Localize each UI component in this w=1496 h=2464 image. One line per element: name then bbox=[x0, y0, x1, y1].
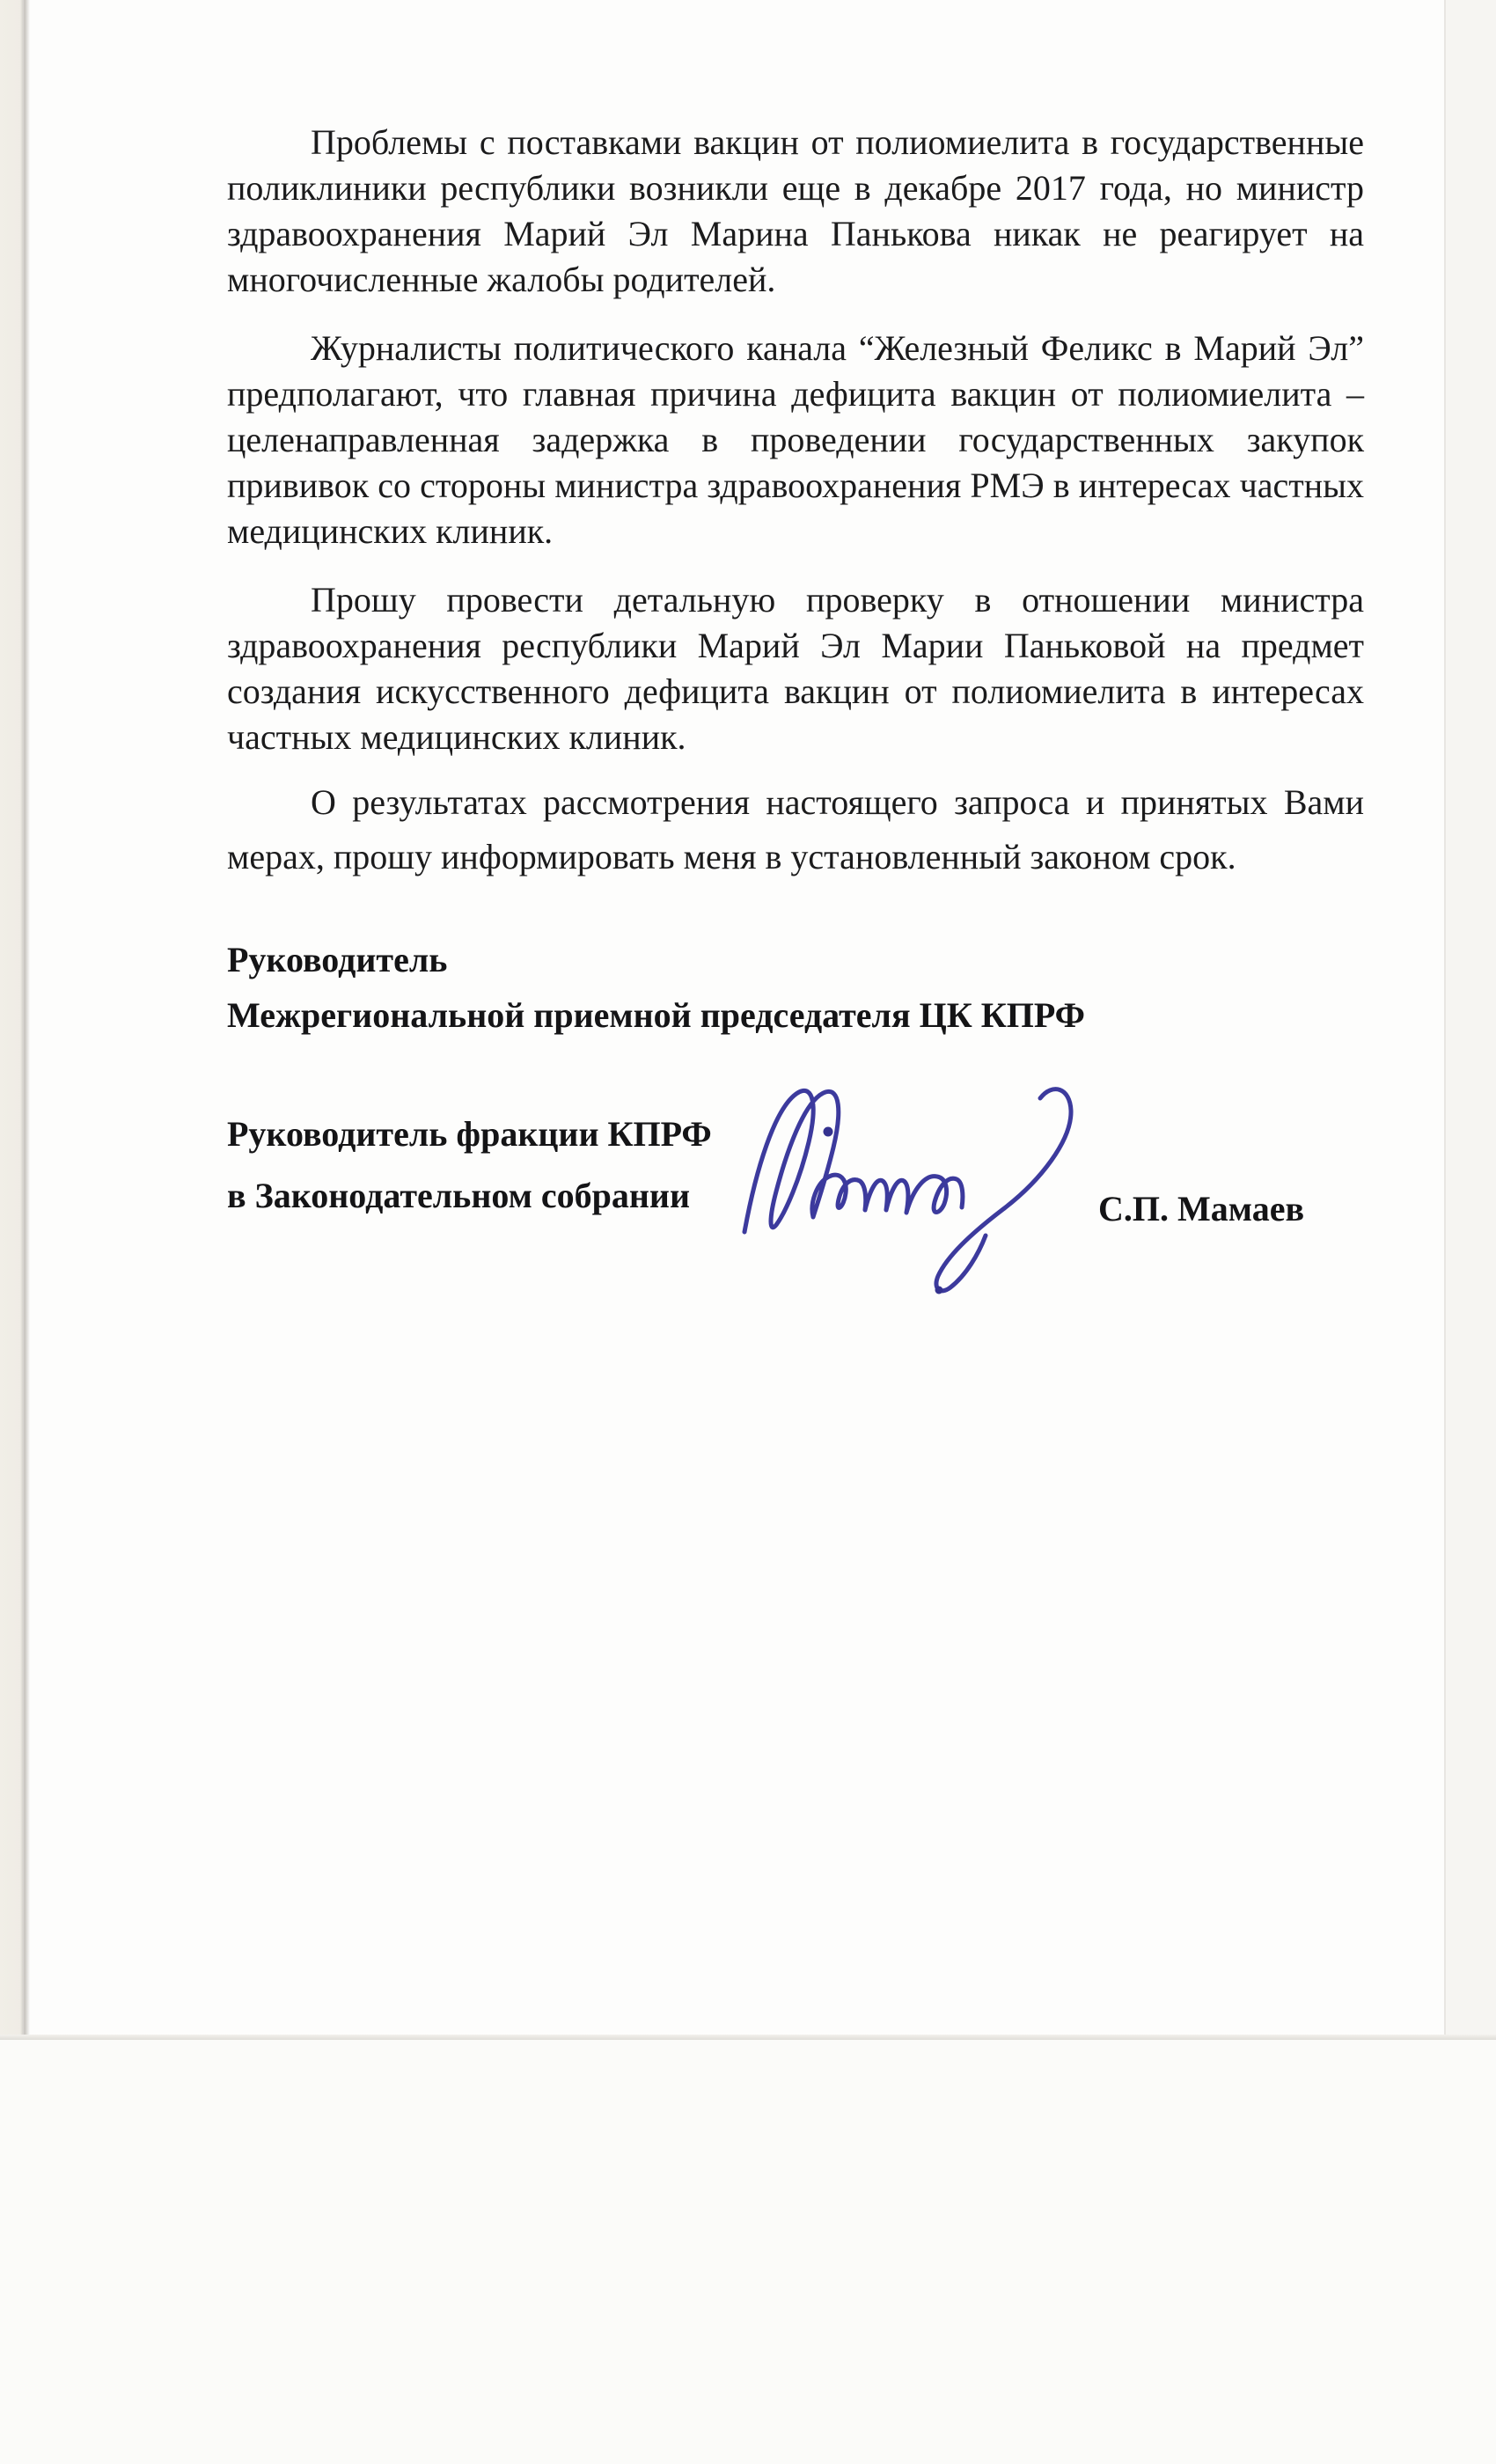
scan-background bbox=[0, 2040, 1496, 2464]
letter-body bbox=[227, 120, 1364, 907]
signoff-role-line: Руководитель bbox=[227, 940, 448, 979]
ink-blob bbox=[935, 1287, 943, 1294]
scan-right-edge bbox=[1446, 0, 1496, 2040]
letter-paragraph: Проблемы с поставками вакцин от полиомиелита в государственные поликлиники республики возникли еще в декабре 2017 года, но министр здравоохранения Марий Эл Марина Панькова никак не реагирует на многочисленные жалобы родителей. bbox=[227, 122, 1364, 299]
scan-left-shadow-line bbox=[20, 0, 30, 2040]
handwritten-signature-icon bbox=[730, 1075, 1100, 1313]
signature-role-line: в Законодательном собрании bbox=[227, 1176, 690, 1215]
signature-role-line: Руководитель фракции КПРФ bbox=[227, 1114, 712, 1154]
signer-name: С.П. Мамаев bbox=[1098, 1189, 1305, 1228]
letter-paragraph: Прошу провести детальную проверку в отношении министра здравоохранения республики Марий Эл Марии Паньковой на предмет создания искусственного дефицита вакцин от полиомиелита в интересах частных медицинских клиник. bbox=[227, 580, 1364, 757]
letter-paragraph: Журналисты политического канала “Железный Феликс в Марий Эл” предполагают, что главная причина дефицита вакцин от полиомиелита – целенаправленная задержка в проведении государственных закупок прививок со стороны министра здравоохранения РМЭ в интересах частных медицинских клиник. bbox=[227, 328, 1364, 551]
scan-right-shadow-line bbox=[1444, 0, 1446, 2040]
signoff-role-line: Межрегиональной приемной председателя ЦК КПРФ bbox=[227, 995, 1085, 1035]
letter-paragraph: О результатах рассмотрения настоящего запроса и принятых Вами мерах, прошу информировать меня в установленный законом срок. bbox=[227, 782, 1364, 876]
ink-blob bbox=[824, 1127, 833, 1137]
